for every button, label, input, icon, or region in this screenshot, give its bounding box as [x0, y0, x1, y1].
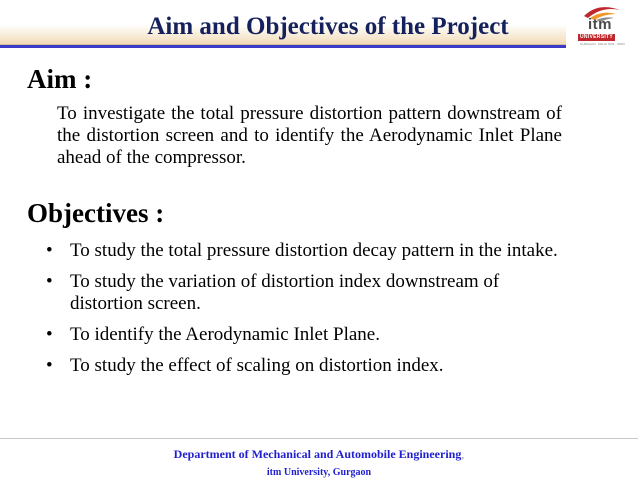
objective-text: To identify the Aerodynamic Inlet Plane. [70, 324, 380, 345]
bullet-icon: • [46, 240, 53, 261]
logo-tagline: GURGAON · DELHI NCR · INDIA [580, 42, 626, 46]
aim-heading: Aim : [27, 64, 93, 94]
bullet-icon: • [46, 271, 53, 292]
logo-subtitle: UNIVERSITY [580, 34, 614, 40]
page-title: Aim and Objectives of the Project [147, 13, 509, 40]
footer-department-text: Department of Mechanical and Automobile Engineering [173, 447, 462, 461]
bullet-icon: • [46, 355, 53, 376]
aim-text: To investigate the total pressure distortion pattern downstream of the distortion screen and to identify the Aerodynamic Inlet Plane ahead of the compressor. [57, 103, 562, 168]
objective-text: To study the total pressure distortion decay pattern in the intake. [70, 240, 558, 261]
objectives-heading: Objectives : [27, 198, 165, 228]
header-divider [0, 45, 566, 48]
objective-item [44, 271, 564, 315]
objective-text: To study the variation of distortion index downstream of distortion screen. [70, 271, 500, 314]
objective-item [44, 355, 564, 377]
logo-wordmark: itm [588, 16, 612, 33]
footer-department [0, 447, 638, 462]
footer-university: itm University, Gurgaon [266, 467, 372, 478]
objective-item [44, 324, 564, 346]
objectives-list [44, 240, 564, 386]
footer-divider [0, 438, 638, 439]
header-bar [0, 0, 566, 45]
footer-department-comma: , [461, 447, 465, 461]
bullet-icon: • [46, 324, 53, 345]
objective-text: To study the effect of scaling on distortion index. [70, 355, 444, 376]
objective-item [44, 240, 564, 262]
